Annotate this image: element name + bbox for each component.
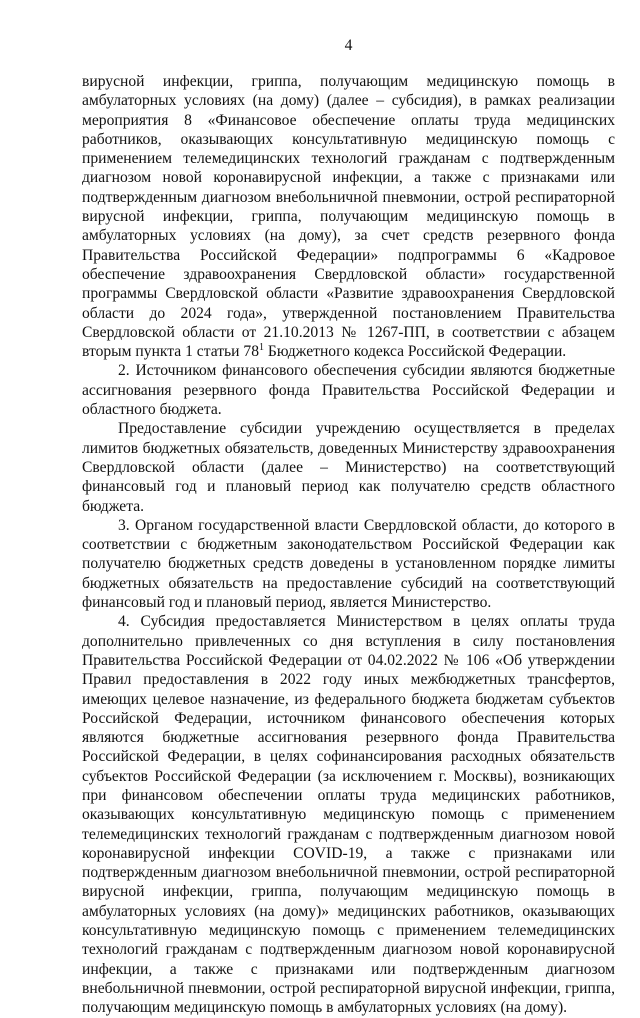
- paragraph-3-authority: 3. Органом государственной власти Свердловской области, до которого в соответствии с бюджетным законодательством Российской Федерации как получателю бюджетных средств доведены в установленном порядке лимиты бюджетных обязательств на предоставление субсидий на соответствующий финансовый год и плановый период, является Министерство.: [82, 516, 615, 612]
- paragraph-text: вирусной инфекции, гриппа, получающим медицинскую помощь в амбулаторных условиях (на дому) (далее – субсидия), в рамках реализации мероприятия 8 «Финансовое обеспечение оплаты труда медицинских работников, оказывающих консультативную медицинскую помощь с применением телемедицинских технологий гражданам с подтвержденным диагнозом новой коронавирусной инфекции, а также с признаками или подтвержденным диагнозом внебольничной пневмонии, острой респираторной вирусной инфекции, гриппа, получающим медицинскую помощь в амбулаторных условиях (на дому), за счет средств резервного фонда Правительства Российской Федерации» подпрограммы 6 «Кадровое обеспечение здравоохранения Свердловской области» государственной программы Свердловской области «Развитие здравоохранения Свердловской области до 2024 года», утвержденной постановлением Правительства Свердловской области от 21.10.2013 № 1267-ПП, в соответствии с абзацем вторым пункта 1 статьи 78: [82, 73, 615, 361]
- document-page: [82, 36, 615, 1018]
- footnote-superscript: 1: [259, 341, 265, 353]
- paragraph-subsidy-limits: Предоставление субсидии учреждению осуществляется в пределах лимитов бюджетных обязательств, доведенных Министерству здравоохранения Свердловской области (далее – Министерство) на соответствующий финансовый год и плановый период как получателю средств областного бюджета.: [82, 420, 615, 515]
- paragraph-2-funding-source: 2. Источником финансового обеспечения субсидии являются бюджетные ассигнования резервного фонда Правительства Российской Федерации и областного бюджета.: [82, 362, 615, 419]
- paragraph-4-purpose: 4. Субсидия предоставляется Министерством в целях оплаты труда дополнительно привлеченных со дня вступления в силу постановления Правительства Российской Федерации от 04.02.2022 № 106 «Об утверждении Правил предоставления в 2022 году иных межбюджетных трансфертов, имеющих целевое назначение, из федерального бюджета бюджетам субъектов Российской Федерации, источником финансового обеспечения которых являются бюджетные ассигнования резервного фонда Правительства Российской Федерации, в целях софинансирования расходных обязательств субъектов Российской Федерации (за исключением г. Москвы), возникающих при финансовом обеспечении оплаты труда медицинских работников, оказывающих консультативную медицинскую помощь с применением телемедицинских технологий гражданам с подтвержденным диагнозом новой коронавирусной инфекции COVID-19, а также с признаками или подтвержденным диагнозом внебольничной пневмонии, острой респираторной вирусной инфекции, гриппа, получающим медицинскую помощь в амбулаторных условиях (на дому)» медицинских работников, оказывающих консультативную медицинскую помощь с применением телемедицинских технологий гражданам с подтвержденным диагнозом новой коронавирусной инфекции, а также с признаками или подтвержденным диагнозом внебольничной пневмонии, острой респираторной вирусной инфекции, гриппа, получающим медицинскую помощь в амбулаторных условиях (на дому).: [82, 613, 615, 1017]
- page-number: 4: [344, 37, 353, 54]
- paragraph-continuation: [82, 72, 615, 361]
- paragraph-text-end: Бюджетного кодекса Российской Федерации.: [264, 343, 567, 361]
